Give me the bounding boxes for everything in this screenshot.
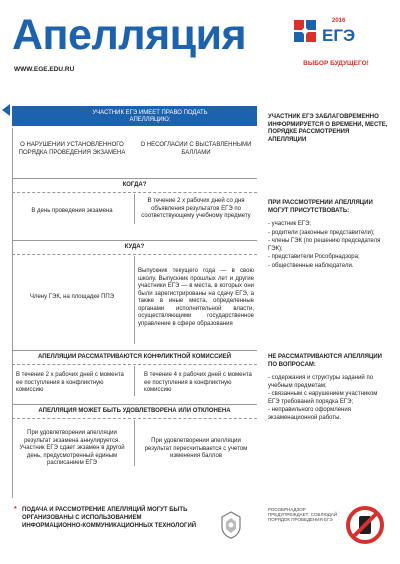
- logo-name: ЕГЭ: [322, 26, 356, 45]
- divider: [12, 178, 257, 179]
- not-item: - содержания и структуры заданий по учебным предметам;: [268, 375, 374, 389]
- result-heading: АПЕЛЛЯЦИЯ МОЖЕТ БЫТЬ УДОВЛЕТВОРЕНА ИЛИ ОТКЛОНЕНА: [38, 408, 231, 414]
- ege-logo-icon: [292, 16, 322, 48]
- footnote-star: *: [14, 506, 17, 513]
- emblem-icon: [218, 510, 244, 540]
- column-divider: [134, 366, 135, 396]
- reason-procedure: О НАРУШЕНИИ УСТАНОВЛЕННОГО ПОРЯДКА ПРОВЕДЕНИЯ ЭКЗАМЕНА: [18, 142, 126, 156]
- present-item: - родители (законные представители);: [268, 229, 375, 236]
- reason-scores: О НЕСОГЛАСИИ С ВЫСТАВЛЕННЫМИ БАЛЛАМИ: [140, 142, 252, 156]
- present-item: - члены ГЭК (по решению председателя ГЭК);: [268, 238, 381, 252]
- divider: [12, 364, 257, 365]
- result-procedure: При удовлетворении апелляции результат экзамена аннулируется. Участник ЕГЭ сдает экзамен в другой день, предусмотренный единым расписанием ЕГЭ: [19, 430, 125, 466]
- banner-arrow-icon: [0, 104, 10, 116]
- prohibition-icon: [344, 504, 386, 546]
- divider: [12, 254, 257, 255]
- where-heading: КУДА?: [124, 244, 145, 250]
- banner-text: УЧАСТНИК ЕГЭ ИМЕЕТ ПРАВО ПОДАТЬ АПЕЛЛЯЦИЮ:: [92, 110, 208, 123]
- column-divider: [134, 256, 135, 344]
- side-not: [268, 354, 388, 422]
- present-item: - общественные наблюдатели.: [268, 262, 354, 269]
- divider: [12, 240, 257, 241]
- logo-slogan: ВЫБОР БУДУЩЕГО!: [303, 60, 369, 67]
- side-informed: [268, 114, 388, 144]
- not-item: - связанным с нарушением участником ЕГЭ требований порядка ЕГЭ;: [268, 391, 378, 405]
- present-item: - участник ЕГЭ;: [268, 221, 312, 227]
- present-heading: ПРИ РАССМОТРЕНИИ АПЕЛЛЯЦИИ МОГУТ ПРИСУТСТВОВАТЬ:: [268, 200, 373, 214]
- result-scores: При удовлетворении апелляции результат пересчитывается с учетом изменения баллов: [144, 438, 248, 459]
- logo-year: 2016: [332, 18, 346, 24]
- where-scores: Выпускник текущего года — в свою школу. Выпускник прошлых лет и другие участники ЕГЭ — в места, в которых они были зарегистрированы на сдачу ЕГЭ, а также в иные места, определенные органами исполнительной власти, осуществляющими государственное управление в сфере образования: [138, 268, 254, 327]
- commission-scores: В течение 4 х рабочих дней с момента ее поступления в конфликтную комиссию: [144, 372, 252, 393]
- present-item: - представители Рособрнадзора;: [268, 254, 360, 260]
- where-procedure: Члену ГЭК, на площадке ППЭ: [29, 294, 115, 300]
- when-heading: КОГДА?: [122, 182, 147, 188]
- divider: [12, 404, 257, 405]
- side-present: [268, 200, 388, 270]
- divider: [12, 350, 257, 351]
- footnote-text: ПОДАЧА И РАССМОТРЕНИЕ АПЕЛЛЯЦИЙ МОГУТ БЫТЬ ОРГАНИЗОВАНЫ С ИСПОЛЬЗОВАНИЕМ ИНФОРМАЦИОННО-КОММУНИКАЦИОННЫХ ТЕХНОЛОГИЙ: [22, 507, 197, 529]
- divider: [12, 418, 257, 419]
- when-procedure: В день проведения экзамена: [31, 208, 113, 214]
- informed-text: УЧАСТНИК ЕГЭ ЗАБЛАГОВРЕМЕННО ИНФОРМИРУЕТСЯ О ВРЕМЕНИ, МЕСТЕ, ПОРЯДКЕ РАССМОТРЕНИЯ АПЕЛЛЯЦИИ: [268, 114, 388, 143]
- commission-procedure: В течение 2 х рабочих дней с момента ее поступления в конфликтную комиссию: [16, 372, 124, 393]
- not-item: - неправильного оформления экзаменационной работы.: [268, 407, 351, 421]
- commission-heading: АПЕЛЛЯЦИИ РАССМАТРИВАЮТСЯ КОНФЛИКТНОЙ КОМИССИЕЙ: [37, 354, 232, 360]
- column-divider: [134, 194, 135, 224]
- column-divider: [134, 420, 135, 466]
- when-scores: В течение 2 х рабочих дней со дня объявления результатов ЕГЭ по соответствующему учебному предмету: [141, 198, 251, 219]
- ege-logo: [290, 14, 382, 74]
- divider: [12, 192, 257, 193]
- site-url[interactable]: WWW.EGE.EDU.RU: [14, 66, 75, 73]
- page-title: Апелляция: [12, 11, 247, 59]
- not-heading: НЕ РАССМАТРИВАЮТСЯ АПЕЛЛЯЦИИ ПО ВОПРОСАМ:: [268, 354, 382, 368]
- rosobrnadzor-warning: РОСОБРНАДЗОР ПРЕДУПРЕЖДАЕТ: СОБЛЮДАЙ ПОРЯДОК ПРОВЕДЕНИЯ ЕГЭ: [268, 507, 338, 523]
